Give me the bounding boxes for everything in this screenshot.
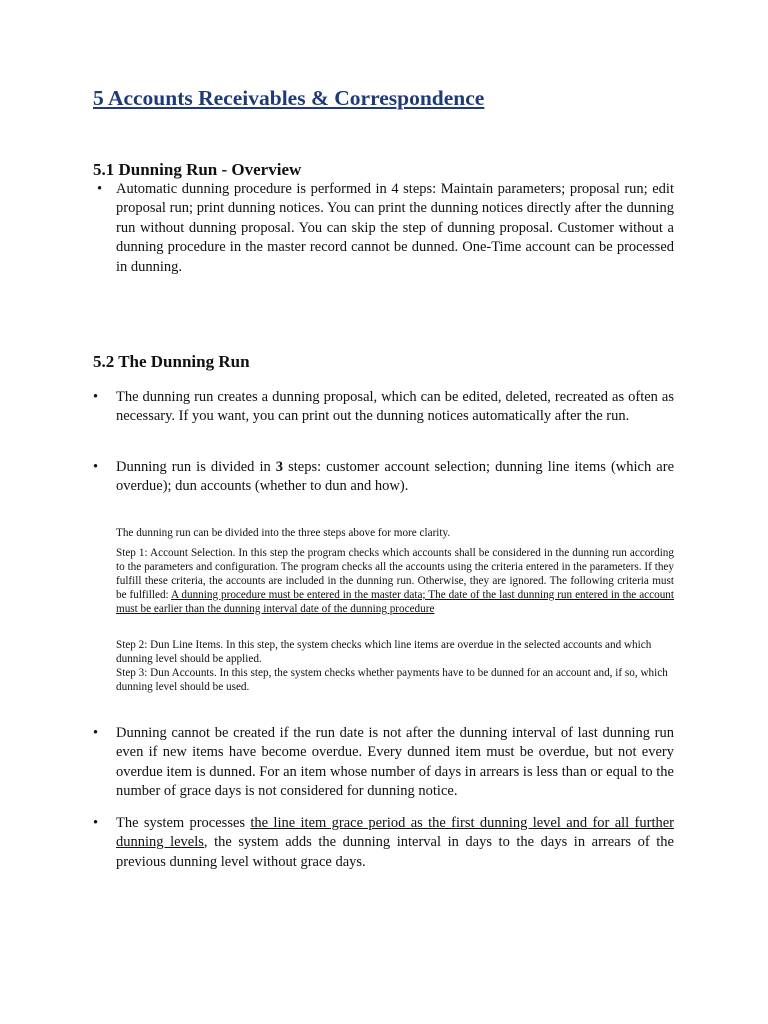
list-item-text	[116, 814, 674, 872]
list-item-text	[116, 458, 674, 497]
list-item	[93, 180, 674, 277]
section-heading-the-dunning-run: 5.2 The Dunning Run	[93, 352, 250, 371]
chapter-title: 5 Accounts Receivables & Correspondence	[93, 86, 485, 110]
bullet-dot: •	[97, 181, 103, 197]
underlined-criteria: A dunning procedure must be entered in the master data; The date of the last dunning run entered in the account must be earlier than the dunning interval date of the dunning procedure	[116, 588, 674, 615]
note-intro: The dunning run can be divided into the three steps above for more clarity.	[116, 527, 451, 539]
list-item	[93, 724, 674, 802]
note-step-3: Step 3: Dun Accounts. In this step, the system checks whether payments have to be dunned for an account and, if so, which dunning level should be used.	[116, 667, 668, 693]
note-step-1	[116, 547, 674, 617]
note-step-2: Step 2: Dun Line Items. In this step, the system checks which line items are overdue in the selected accounts and which dunning level should be applied.	[116, 639, 652, 665]
list-item	[93, 388, 674, 427]
section-heading-dunning-run-overview: 5.1 Dunning Run - Overview	[93, 160, 302, 179]
list-item	[93, 458, 674, 497]
underlined-phrase: the line item grace period as the first dunning level and for all further dunning levels	[116, 815, 674, 851]
bullet-dot: •	[93, 389, 99, 405]
text-run: Dunning run is divided in	[116, 459, 276, 475]
list-item-text: The dunning run creates a dunning proposal, which can be edited, deleted, recreated as often as necessary. If you want, you can print out the dunning notices automatically after the run.	[116, 389, 674, 425]
bullet-dot: •	[93, 725, 99, 741]
text-run: Step 1: Account Selection. In this step the program checks which accounts shall be considered in the dunning run according to the parameters and configuration. The program checks all the accounts using the criteria entered in the parameters. If they fulfill these criteria, the accounts are included in the dunning run. Otherwise, they are ignored. The following criteria must be fulfilled:	[116, 547, 674, 601]
text-run: steps: customer account selection; dunning line items (which are overdue); dun accounts (whether to dun and how).	[116, 459, 674, 495]
list-item-text: Automatic dunning procedure is performed in 4 steps: Maintain parameters; proposal run; edit proposal run; print dunning notices. You can print the dunning notices directly after the dunning run without dunning proposal. You can skip the step of dunning proposal. Customer without a dunning procedure in the master record cannot be dunned. One-Time account can be processed in dunning.	[116, 181, 674, 275]
bullet-dot: •	[93, 815, 99, 831]
text-run: , the system adds the dunning interval in days to the days in arrears of the previous dunning level without grace days.	[116, 834, 674, 870]
bold-step-count: 3	[275, 459, 284, 475]
text-run: The system processes	[116, 815, 251, 831]
bullet-dot: •	[93, 459, 99, 475]
list-item-text: Dunning cannot be created if the run date is not after the dunning interval of last dunning run even if new items have become overdue. Every dunned item must be overdue, but not every overdue item is dunned. For an item whose number of days in arrears is less than or equal to the number of grace days is not considered for dunning notice.	[116, 725, 674, 800]
list-item	[93, 814, 674, 872]
